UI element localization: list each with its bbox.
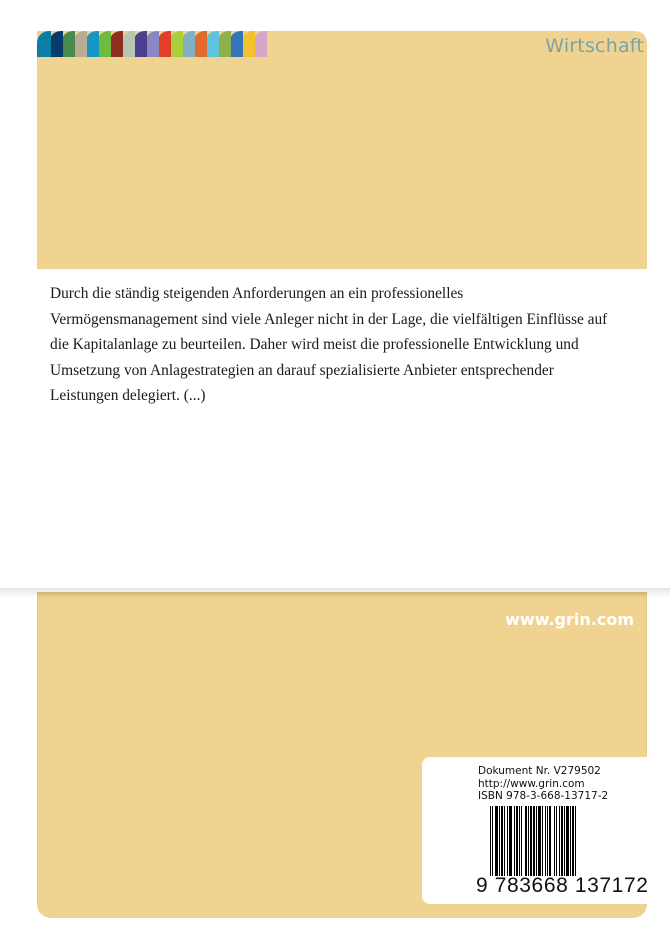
cover-top-panel — [37, 31, 647, 269]
color-stripe — [217, 31, 231, 57]
document-number: Dokument Nr. V279502 — [478, 765, 601, 777]
color-stripe — [73, 31, 87, 57]
publisher-url: http://www.grin.com — [478, 777, 585, 790]
blurb-line: Durch die ständig steigenden Anforderungen an ein professionelles — [50, 285, 464, 302]
isbn-number: ISBN 978-3-668-13717-2 — [478, 790, 609, 802]
category-label: Wirtschaft — [545, 35, 644, 57]
color-stripe — [61, 31, 75, 57]
blurb-text — [50, 281, 640, 409]
blurb-line: Vermögensmanagement sind viele Anleger nicht in der Lage, die vielfältigen Einflüsse auf — [50, 310, 608, 328]
blurb-line: die Kapitalanlage zu beurteilen. Daher wird meist die professionelle Entwicklung und — [50, 336, 579, 354]
blurb-line: Umsetzung von Anlagestrategien an darauf spezialisierte Anbieter entsprechender — [50, 361, 554, 379]
color-stripe — [49, 31, 63, 57]
color-stripe — [205, 31, 219, 57]
color-stripe — [85, 31, 99, 57]
isbn-info — [478, 765, 608, 803]
color-stripe — [109, 31, 123, 57]
color-stripe — [241, 31, 255, 57]
color-stripe — [97, 31, 111, 57]
color-stripe — [133, 31, 147, 57]
website-label: www.grin.com — [505, 610, 634, 629]
color-stripes-decoration — [37, 31, 265, 57]
color-stripe — [169, 31, 183, 57]
color-stripe — [37, 31, 51, 57]
color-stripe — [253, 31, 267, 57]
color-stripe — [157, 31, 171, 57]
barcode-icon — [490, 806, 630, 876]
color-stripe — [229, 31, 243, 57]
color-stripe — [181, 31, 195, 57]
barcode-digits: 9 783668 137172 — [476, 874, 649, 897]
color-stripe — [145, 31, 159, 57]
color-stripe — [193, 31, 207, 57]
color-stripe — [121, 31, 135, 57]
blurb-line: Leistungen delegiert. (...) — [50, 387, 206, 405]
